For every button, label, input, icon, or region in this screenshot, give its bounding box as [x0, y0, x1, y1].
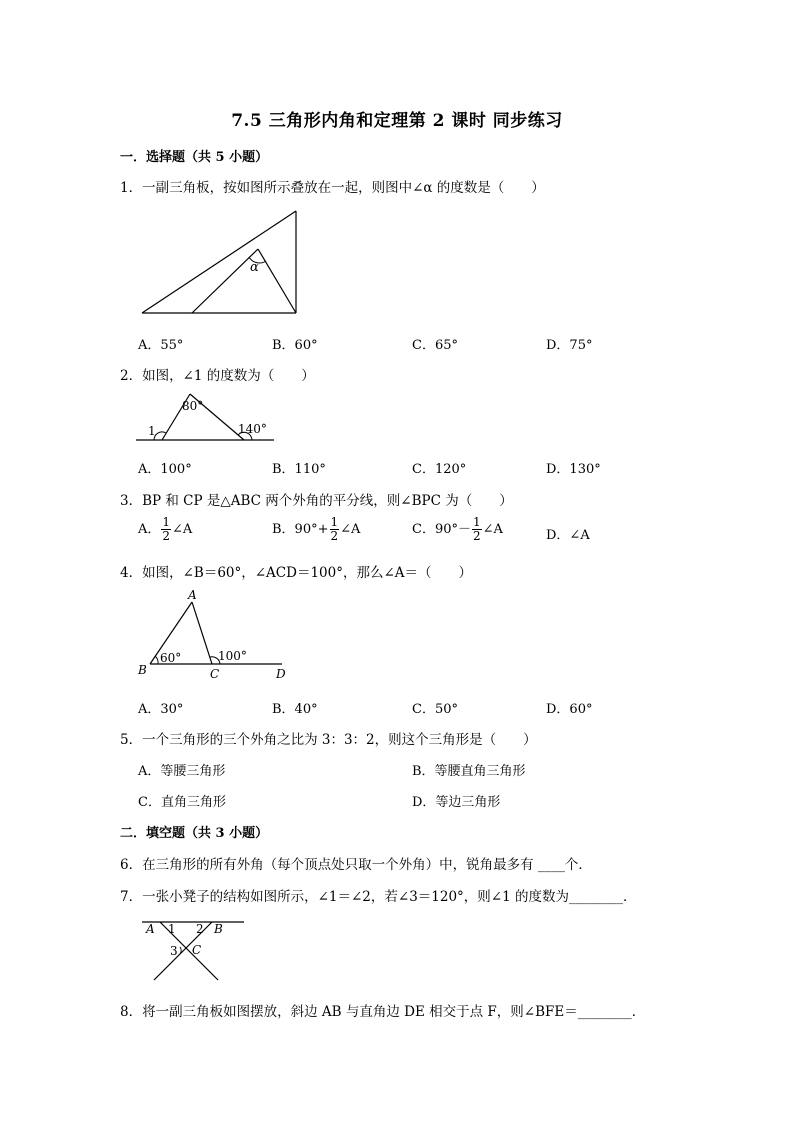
- q3-option-b[interactable]: [272, 516, 360, 543]
- q5-option-c[interactable]: C．直角三角形: [138, 795, 226, 810]
- question-1-text: 1．一副三角板，按如图所示叠放在一起，则图中∠α 的度数是（ ）: [120, 180, 545, 196]
- angle-140-label: 140°: [238, 422, 267, 436]
- angle-2-label: 2: [196, 922, 204, 936]
- option-suffix: ∠A: [172, 522, 193, 537]
- q3-option-a[interactable]: [138, 516, 192, 543]
- q2-option-b[interactable]: B．110°: [272, 462, 326, 477]
- figure-line: [142, 211, 296, 313]
- question-4-text: 4．如图，∠B＝60°，∠ACD＝100°，那么∠A＝（ ）: [120, 565, 473, 581]
- vertex-d-label: D: [276, 667, 286, 681]
- question-3-text: 3．BP 和 CP 是△ABC 两个外角的平分线，则∠BPC 为（ ）: [120, 493, 513, 509]
- q4-option-c[interactable]: C．50°: [412, 702, 458, 717]
- figure-line: [192, 602, 212, 664]
- question-1-figure: [130, 205, 310, 320]
- angle-arc: [180, 947, 181, 954]
- q4-option-a[interactable]: A．30°: [138, 702, 184, 717]
- q4-option-d[interactable]: D．60°: [546, 702, 593, 717]
- angle-60-label: 60°: [160, 651, 182, 665]
- angle-80-label: 80°: [182, 399, 204, 413]
- q1-option-a[interactable]: A．55°: [138, 338, 184, 353]
- q3-option-c[interactable]: [412, 516, 503, 543]
- page-title: 7.5 三角形内角和定理第 2 课时 同步练习: [231, 111, 563, 131]
- option-suffix: ∠A: [482, 522, 503, 537]
- point-a-label: A: [146, 922, 155, 936]
- q3-option-d[interactable]: D．∠A: [546, 528, 590, 543]
- question-5-text: 5．一个三角形的三个外角之比为 3：3：2，则这个三角形是（ ）: [120, 732, 537, 748]
- question-8-text: 8．将一副三角板如图摆放，斜边 AB 与直角边 DE 相交于点 F，则∠BFE＝________．: [120, 1004, 646, 1020]
- question-4-figure: [130, 586, 300, 682]
- point-c-label: C: [192, 943, 202, 957]
- vertex-a-label: A: [188, 588, 197, 602]
- fraction: $\frac{1}{2}$: [330, 515, 339, 543]
- vertex-b-label: B: [138, 663, 147, 677]
- fraction: $\frac{1}{2}$: [162, 515, 171, 543]
- figure-line: [258, 249, 296, 313]
- q1-option-d[interactable]: D．75°: [546, 338, 593, 353]
- angle-100-label: 100°: [218, 649, 247, 663]
- q2-option-d[interactable]: D．130°: [546, 462, 601, 477]
- vertex-c-label: C: [210, 667, 220, 681]
- point-b-label: B: [214, 922, 223, 936]
- q1-option-c[interactable]: C．65°: [412, 338, 458, 353]
- q1-option-b[interactable]: B．60°: [272, 338, 318, 353]
- question-2-figure: [132, 386, 282, 446]
- question-7-text: 7．一张小凳子的结构如图所示，∠1＝∠2，若∠3＝120°，则∠1 的度数为________．: [120, 889, 637, 905]
- question-2-text: 2．如图，∠1 的度数为（ ）: [120, 368, 315, 384]
- angle-3-label: 3: [170, 944, 178, 958]
- q2-option-a[interactable]: A．100°: [138, 462, 192, 477]
- option-prefix: C．90°－: [412, 522, 471, 537]
- question-7-figure: [136, 914, 251, 982]
- angle-arc: [155, 656, 158, 664]
- q4-option-b[interactable]: B．40°: [272, 702, 318, 717]
- option-suffix: ∠A: [340, 522, 361, 537]
- q5-option-d[interactable]: D．等边三角形: [412, 795, 501, 810]
- q5-option-b[interactable]: B．等腰直角三角形: [412, 764, 526, 779]
- question-6-text: 6．在三角形的所有外角（每个顶点处只取一个外角）中，锐角最多有 ____个．: [120, 857, 592, 873]
- q2-option-c[interactable]: C．120°: [412, 462, 467, 477]
- section-heading-fill: 二．填空题（共 3 小题）: [120, 826, 269, 841]
- angle-1-label: 1: [168, 922, 176, 936]
- option-prefix: B．90°+: [272, 522, 329, 537]
- angle-1-label: 1: [148, 424, 156, 438]
- option-prefix: A．: [138, 522, 161, 537]
- fraction: $\frac{1}{2}$: [473, 515, 481, 543]
- q5-option-a[interactable]: A．等腰三角形: [138, 764, 226, 779]
- angle-alpha-label: α: [250, 260, 259, 275]
- section-heading-choice: 一．选择题（共 5 小题）: [120, 150, 269, 165]
